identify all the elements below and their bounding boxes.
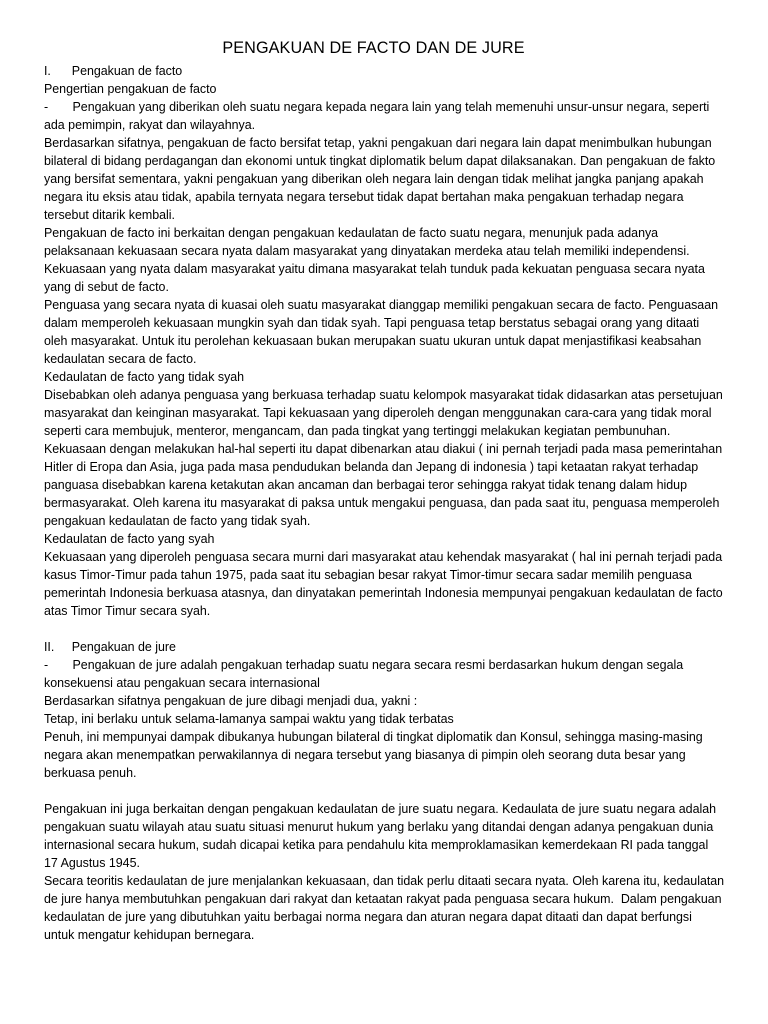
subheading-pengertian: Pengertian pengakuan de facto — [44, 82, 217, 96]
para-sifat-de-facto: Berdasarkan sifatnya, pengakuan de facto bersifat tetap, yakni pengakuan dari negara lain dapat menimbulkan hubungan bilateral di bidang perdagangan dan ekonomi untuk tingkat diplomatik belum dapat dilaksanakan. Dan pengakuan de fakto yang bersifat sementara, yakni pengakuan yang diberikan oleh negara lain dengan tidak melihat jangka panjang apakah negara itu eksis atau tidak, apabila ternyata negara tersebut tidak dapat bertahan maka pengakuan terhadap negara tersebut ditarik kembali. — [44, 136, 719, 222]
document-body — [44, 62, 728, 944]
section-2-heading: II. Pengakuan de jure — [44, 640, 176, 654]
list-marker: I. — [44, 64, 72, 78]
para-kedaulatan-de-facto: Pengakuan de facto ini berkaitan dengan pengakuan kedaulatan de facto suatu negara, menunjuk pada adanya pelaksanaan kekuasaan secara nyata dalam masyarakat yang dinyatakan merdeka atau telah memiliki independensi. Kekuasaan yang nyata dalam masyarakat yaitu dimana masyarakat telah tunduk pada kekuatan penguasa secara nyata yang di sebut de facto. — [44, 226, 709, 294]
bullet-definisi-de-jure: - Pengakuan de jure adalah pengakuan terhadap suatu negara secara resmi berdasarkan hukum dengan segala konsekuensi atau pengakuan secara internasional — [44, 658, 687, 690]
para-kedaulatan-tidak-syah: Disebabkan oleh adanya penguasa yang berkuasa terhadap suatu kelompok masyarakat tidak didasarkan atas persetujuan masyarakat dan keinginan masyarakat. Tapi kekuasaan yang diperoleh dengan menggunakan cara-cara yang tidak moral seperti cara membujuk, menteror, mengancam, dan pada tingkat yang tertinggi melakukan kegiatan pembunuhan. Kekuasaan dengan melakukan hal-hal seperti itu dapat dibenarkan atau diakui ( ini pernah terjadi pada masa pemerintahan Hitler di Eropa dan Asia, juga pada masa pendudukan belanda dan Jepang di indonesia ) tapi ketaatan rakyat terhadap panguasa disebabkan karena ketakutan akan ancaman dan berbagai teror sehingga rakyat tidak tenang dalam hidup bermasyarakat. Oleh karena itu masyarakat di paksa untuk mengakui penguasa, dan pada saat itu, penguasa memperoleh pengakuan kedaulatan de facto yang tidak syah. — [44, 388, 727, 528]
para-penguasa-nyata: Penguasa yang secara nyata di kuasai oleh suatu masyarakat dianggap memiliki pengakuan secara de facto. Penguasaan dalam memperoleh kekuasaan mungkin syah dan tidak syah. Tapi penguasa tetap berstatus sebagai orang yang ditaati oleh masyarakat. Untuk itu perolehan kekuasaan bukan merupakan suatu ukuran untuk dapat menjastifikasi keabsahan kedaulatan secara de facto. — [44, 298, 722, 366]
para-sifat-de-jure: Berdasarkan sifatnya pengakuan de jure dibagi menjadi dua, yakni : — [44, 694, 418, 708]
bullet-definisi-de-facto: - Pengakuan yang diberikan oleh suatu negara kepada negara lain yang telah memenuhi unsur-unsur negara, seperti ada pemimpin, rakyat dan wilayahnya. — [44, 100, 713, 132]
para-de-jure-penuh: Penuh, ini mempunyai dampak dibukanya hubungan bilateral di tingkat diplomatik dan Konsul, sehingga masing-masing negara akan menempatkan perwakilannya di negara tersebut yang biasanya di pimpin oleh seorang duta besar yang berkuasa penuh. — [44, 730, 707, 780]
section-1-heading: I. Pengakuan de facto — [44, 64, 183, 78]
para-teoritis-de-jure: Secara teoritis kedaulatan de jure menjalankan kekuasaan, dan tidak perlu ditaati secara nyata. Oleh karena itu, kedaulatan de jure hanya membutuhkan pengakuan dari rakyat dan ketaatan rakyat pada penguasa secara hukum. Dalam pengakuan kedaulatan de jure yang dibutuhkan yaitu berbagai norma negara dan aturan negara dapat ditaati dan dapat berfungsi untuk mengatur kehidupan bernegara. — [44, 874, 728, 942]
para-kedaulatan-de-jure: Pengakuan ini juga berkaitan dengan pengakuan kedaulatan de jure suatu negara. Kedaulata de jure suatu negara adalah pengakuan suatu wilayah atau suatu situasi menurut hukum yang berlaku yang ditandai dengan adanya pengakuan dunia internasional secara hukum, sudah dicapai ketika para pendahulu kita memproklamasikan kemerdekaan RI pada tanggal 17 Agustus 1945. — [44, 802, 720, 870]
list-marker: - — [44, 100, 73, 114]
subheading-kedaulatan-tidak-syah: Kedaulatan de facto yang tidak syah — [44, 370, 245, 384]
list-marker: II. — [44, 640, 72, 654]
spacer-before-section-2 — [44, 620, 725, 638]
para-kedaulatan-syah: Kekuasaan yang diperoleh penguasa secara murni dari masyarakat atau kehendak masyarakat ( hal ini pernah terjadi pada kasus Timor-Timur pada tahun 1975, pada saat itu sebagian besar rakyat Timor-timur secara sadar memilih penguasa pemerintah Indonesia berkuasa atasnya, dan dinyatakan pemerintah Indonesia mempunyai pengakuan kedaulatan de facto atas Timor Timur secara syah. — [44, 550, 727, 618]
list-marker: - — [44, 658, 73, 672]
page-title: PENGAKUAN DE FACTO DAN DE JURE — [222, 39, 525, 57]
spacer-before-closing — [44, 782, 725, 800]
para-de-jure-tetap: Tetap, ini berlaku untuk selama-lamanya sampai waktu yang tidak terbatas — [44, 712, 454, 726]
subheading-kedaulatan-syah: Kedaulatan de facto yang syah — [44, 532, 215, 546]
